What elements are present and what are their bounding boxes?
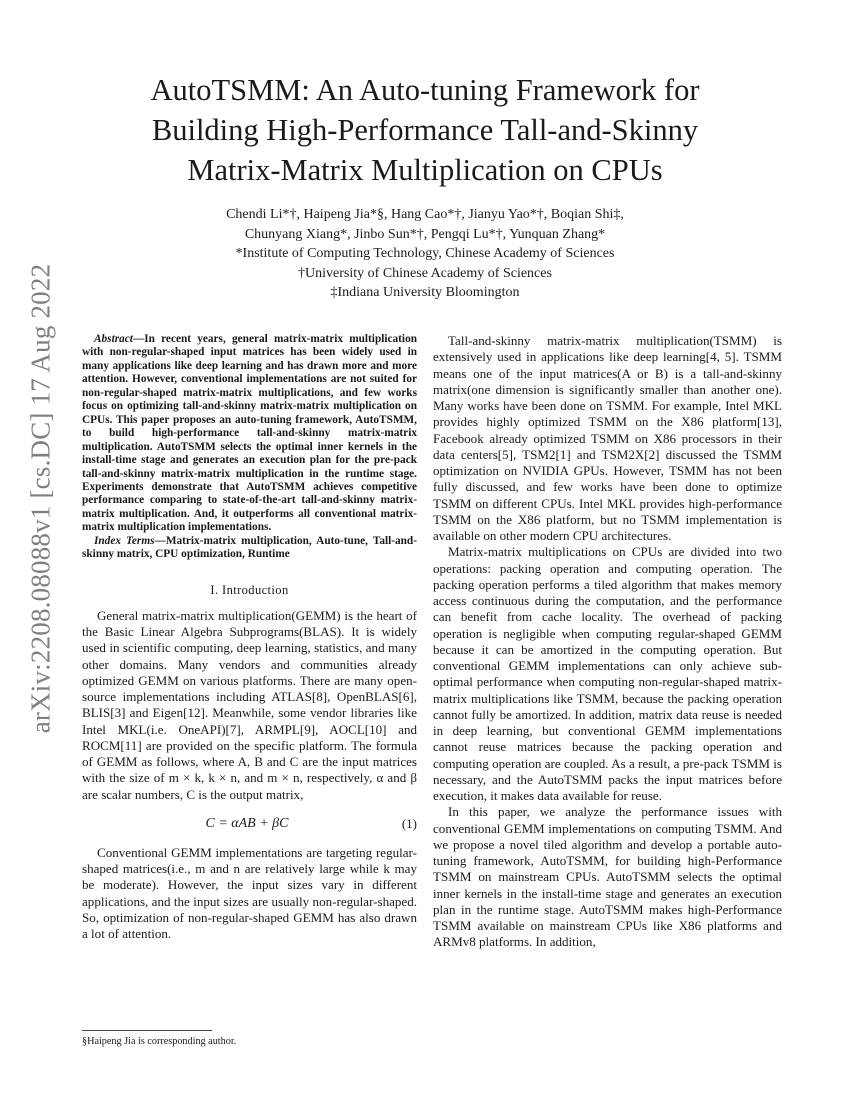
section-heading-introduction: I. Introduction bbox=[210, 582, 289, 597]
abstract-text: —In recent years, general matrix-matrix multiplication with non-regular-shaped input matrices has been widely used in many applications like deep learning and has drawn more and more attention. However, conventional implementations are not suited for non-regular-shaped matrix-matrix multiplications, and few works focus on optimizing tall-and-skinny matrix-matrix multiplication on CPUs. This paper proposes an auto-tuning framework, AutoTSMM, to build high-performance tall-and-skinny matrix-matrix multiplication. AutoTSMM selects the optimal inner kernels in the install-time stage and generates an execution plan for the pre-pack tall-and-skinny matrix-matrix multiplication in the runtime stage. Experiments demonstrate that AutoTSMM achieves competitive performance comparing to state-of-the-art tall-and-skinny matrix-matrix multiplication. And, it outperforms all conventional matrix-matrix multiplication implementations. bbox=[82, 333, 417, 534]
index-terms bbox=[82, 535, 417, 562]
arxiv-side-stamp bbox=[16, 263, 66, 733]
footnote: §Haipeng Jia is corresponding author. bbox=[82, 1036, 237, 1047]
paragraph: Matrix-matrix multiplications on CPUs are divided into two operations: packing operation and computing operation. The packing operation performs a tiled algorithm that makes memory access continuous during the computation, and the performance can benefit from cache locality. The overhead of packing operation is negligible when computing regular-shaped GEMM because it can be amortized in the computing operation. But conventional GEMM implementations can only achieve sub-optimal performance when computing non-regular-shaped matrix-matrix multiplications like TSMM, because the packing operation cannot fully be amortized. In addition, matrix data reuse is needed in deep learning, but conventional GEMM implementations cannot reuse matrices because the packing operation and computing operation are coupled. As a result, a pre-pack TSMM is necessary, and the AutoTSMM packs the input matrices before execution, it makes data available for reuse. bbox=[433, 544, 782, 803]
author-list-line: Chunyang Xiang*, Jinbo Sun*†, Pengqi Lu*†, Yunquan Zhang* bbox=[244, 226, 606, 242]
author-list-line: Chendi Li*†, Haipeng Jia*§, Hang Cao*†, Jianyu Yao*†, Boqian Shi‡, bbox=[226, 207, 624, 222]
left-column bbox=[82, 333, 417, 942]
affiliation-line: *Institute of Computing Technology, Chinese Academy of Sciences bbox=[235, 246, 615, 261]
title-line: Building High-Performance Tall-and-Skinny bbox=[151, 113, 699, 147]
abstract-label: Abstract bbox=[94, 333, 133, 345]
equation-formula: C = αAB + βC bbox=[205, 815, 289, 831]
title-line: AutoTSMM: An Auto-tuning Framework for bbox=[150, 73, 700, 107]
title-line: Matrix-Matrix Multiplication on CPUs bbox=[187, 153, 663, 187]
author-block bbox=[100, 205, 750, 303]
affiliation-line: ‡Indiana University Bloomington bbox=[330, 285, 520, 300]
paragraph: General matrix-matrix multiplication(GEMM) is the heart of the Basic Linear Algebra Subprograms(BLAS). It is widely used in scientific computing, deep learning, statistics, and many other domains. Many vendors and communities already optimized GEMM on various platforms. There are many open-source implementations including ATLAS[8], OpenBLAS[6], BLIS[3] and Eigen[12]. Meanwhile, some vendor libraries like Intel MKL(i.e. OneAPI)[7], ARMPL[9], AOCL[10] and ROCM[11] are provided on the specific platform. The formula of GEMM as follows, where A, B and C are the input matrices with the size of m × k, k × n, and m × n, respectively, α and β are scalar numbers, C is the output matrix, bbox=[82, 607, 417, 802]
paragraph: In this paper, we analyze the performance issues with conventional GEMM implementations on computing TSMM. And we propose a novel tiled algorithm and develop a portable auto-tuning framework, AutoTSMM, for building high-Performance TSMM on mainstream CPUs. AutoTSMM selects the optimal inner kernels in the install-time stage and generates an execution plan in the runtime stage. AutoTSMM makes high-Performance TSMM available on mainstream CPUs like X86 platforms and ARMv8 platforms. In addition, bbox=[433, 804, 782, 950]
equation-1 bbox=[82, 803, 417, 845]
paragraph: Conventional GEMM implementations are targeting regular-shaped matrices(i.e., m and n are relatively large while k may be moderate). However, the input sizes vary in different applications, and the input sizes are usually non-regular-shaped. So, optimization of non-regular-shaped GEMM has also drawn a lot of attention. bbox=[82, 844, 417, 942]
right-column bbox=[433, 333, 782, 951]
footnote-divider bbox=[82, 1030, 212, 1031]
index-terms-text: —Matrix-matrix multiplication, Auto-tune, Tall-and-skinny matrix, CPU optimization, Runtime bbox=[82, 534, 417, 561]
index-terms-label: Index Terms bbox=[94, 534, 155, 547]
arxiv-identifier: arXiv:2208.08088v1 [cs.DC] 17 Aug 2022 bbox=[25, 263, 56, 733]
affiliation-line: †University of Chinese Academy of Sciences bbox=[298, 265, 552, 281]
paragraph: Tall-and-skinny matrix-matrix multiplication(TSMM) is extensively used in applications like deep learning[4, 5]. TSMM means one of the input matrices(A or B) is a tall-and-skinny matrix(one dimension is significantly smaller than another one). Many works have been done on TSMM. For example, Intel MKL provides highly optimized TSMM on the X86 platform[13], Facebook already optimized TSMM on X86 processors in their data centers[5], TSM2[1] and TSM2X[2] discussed the TSMM optimization on NVIDIA GPUs. However, TSMM has not been fully discussed, and few works have been done to optimize TSMM on different CPUs. Intel MKL provides high-performance TSMM on the X86 platform, but no TSMM implementation is available on other modern CPU architectures. bbox=[433, 333, 782, 543]
equation-number: (1) bbox=[401, 815, 417, 831]
paper-title bbox=[100, 70, 750, 190]
abstract bbox=[82, 333, 417, 535]
